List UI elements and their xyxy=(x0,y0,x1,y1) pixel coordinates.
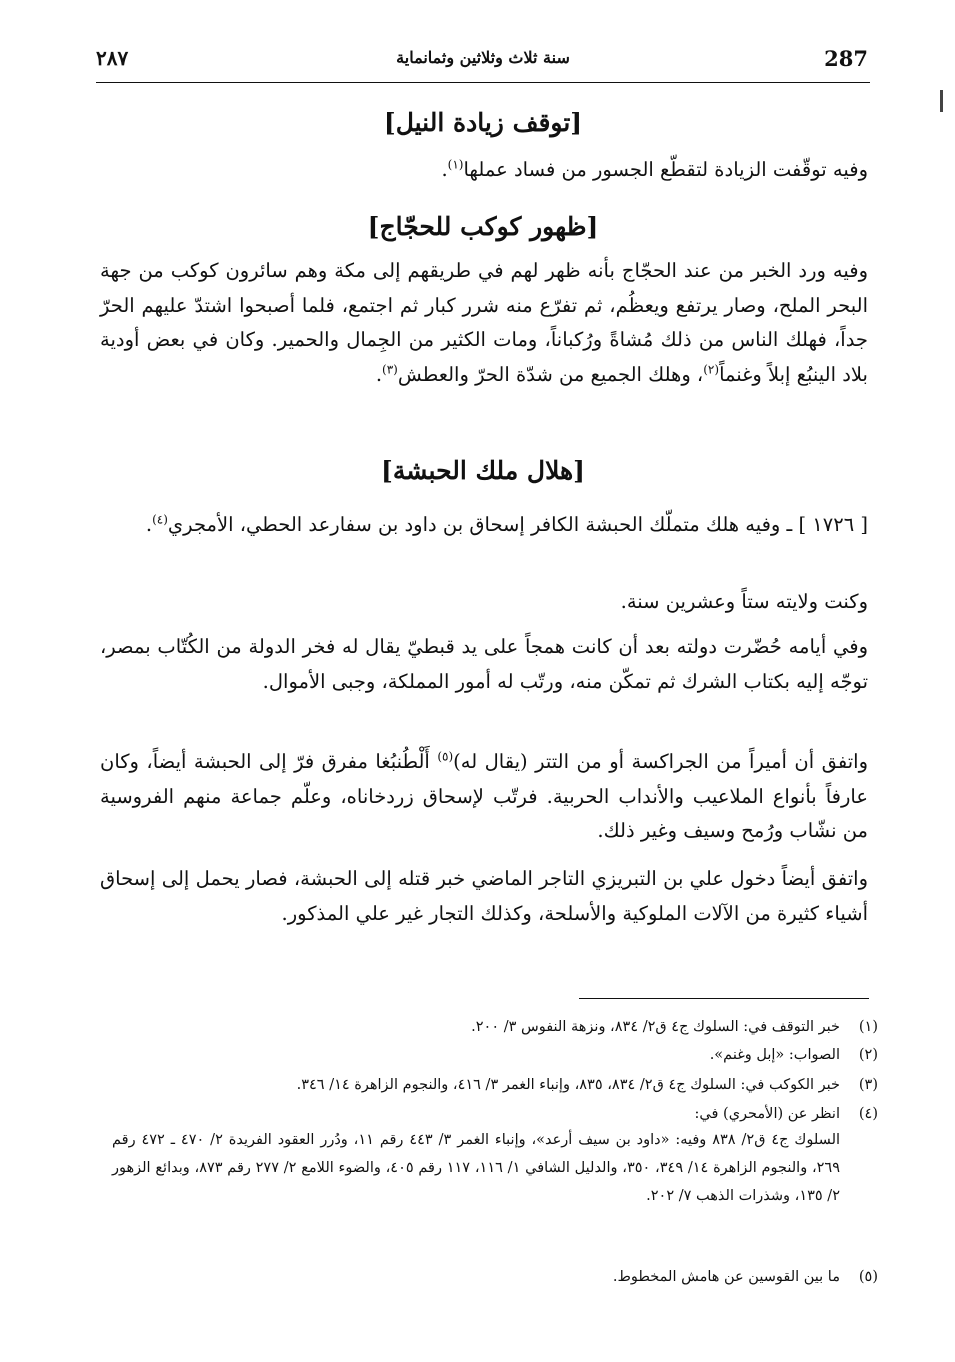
paragraph-entry-1726: [ ١٧٢٦ ] ـ وفيه هلك متملّك الحبشة الكافر إسحاق بن داود بن سفارعد الحطي، الأمجري$^{(٤)}$. xyxy=(145,512,868,536)
footnote: (١)خبر التوقف في: السلوك ج٤ ق٢/ ٨٣٤، ونزهة النفوس ٣/ ٢٠٠. xyxy=(471,1019,878,1035)
page-number-latin: 287 xyxy=(824,46,868,71)
paragraph: وفيه توقّفت الزيادة لتقطّع الجسور من فساد عملها$^{(١)}$. xyxy=(441,157,868,181)
section-heading-comet: [ظهور كوكب للحجّاج] xyxy=(367,212,599,241)
section-heading-abyssinia: [هلال ملك الحبشة] xyxy=(380,456,586,485)
page-number-arabic: ٢٨٧ xyxy=(96,46,129,70)
header-rule xyxy=(96,82,870,83)
footnote-ref: (٣) xyxy=(382,362,398,376)
footnote-ref: (٥) xyxy=(437,749,454,764)
section-heading-nile: [توقف زيادة النيل] xyxy=(383,108,583,137)
paragraph: وفيه ورد الخبر من عند الحجّاج بأنه ظهر لهم في طريقهم إلى مكة وهم سائرون كوكب من جهة البحر الملح، وصار يرتفع ويعظُم، ثم تفرّع منه شرر كبار ثم اجتمع، فلما أصبحوا اشتدّ عليهم الحرّ جداً، فهلك الناس من ذلك مُشاةً ورُكباناً، ومات الكثير من الجِمال والحمير. وكان في بعض أودية بلاد الينبُع إبلاً وغنماً$^{(٢)}$، وهلك الجميع من شدّة الحرّ والعطش$^{(٣)}$. xyxy=(100,259,868,386)
footnote: (٣)خبر الكوكب في: السلوك ج٤ ق٢/ ٨٣٤، ٨٣٥، وإنباء الغمر ٣/ ٤١٦، والنجوم الزاهرة ١٤/ ٣٤٦. xyxy=(296,1077,878,1093)
footnote: (٢)الصواب: «إبل وغنم». xyxy=(709,1047,878,1063)
footnote-rule xyxy=(579,998,869,999)
footnote: (٥)ما بين القوسين عن هامش المخطوط. xyxy=(612,1269,878,1285)
paragraph: واتفق أن أميراً من الجراكسة أو من التتر (يقال له)$^{(٥)}$ أَلْطُنبُغا مفرق فرّ إلى الحبشة أيضاً، وكان عارفاً بأنواع الملاعيب والأنداب الحربية. فرتّب لإسحاق زردخاناه، وعلّم جماعة منهم الفروسية من نشّاب ورُمح وسيف وغير ذلك. xyxy=(100,749,869,842)
footnote-continuation: السلوك ج٤ ق٢/ ٨٣٨ وفيه: «داود بن سيف أرعد»، وإنباء الغمر ٣/ ٤٤٣ رقم ١١، ودُرر العقود الفريدة ٢/ ٤٧٠ ـ ٤٧٢ رقم ٢٦٩، والنجوم الزاهرة ١٤/ ٣٤٩، ٣٥٠، والدليل الشافي ١/ ١١٦، ١١٧ رقم ٤٠٥، والضوء اللامع ٢/ ٢٧٧ رقم ٨٧٣، وبدائع الزهور ٢/ ١٣٥، وشذرات الذهب ٧/ ٢٠٢. xyxy=(112,1132,841,1204)
paragraph: واتفق أيضاً دخول علي بن التبريزي التاجر الماضي خبر قتله إلى الحبشة، فصار يحمل إلى إسحاق أشياء كثيرة من الآلات الملوكية والأسلحة، وكذلك التجار غير علي المذكور. xyxy=(100,867,868,925)
footnote-ref: (١) xyxy=(447,157,464,172)
running-header xyxy=(98,46,868,74)
paragraph: وكنت ولايته ستاً وعشرين سنة. xyxy=(620,590,868,613)
paragraph: وفي أيامه حُضّرت دولته بعد أن كانت همجاً على يد قبطيّ يقال له فخر الدولة من الكُتّاب بمصر، توجّه إليه بكتاب الشرك ثم تمكّن منه، ورتّب له أمور المملكة، وجبى الأموال. xyxy=(100,635,868,693)
running-title: سنة ثلاث وثلاثين وثمانماية xyxy=(396,48,570,67)
footnote: (٤)انظر عن (الأمحري) في: xyxy=(694,1106,878,1122)
footnote-ref: (٢) xyxy=(703,362,720,376)
footnote-ref: (٤) xyxy=(152,512,168,527)
margin-mark xyxy=(940,90,943,112)
